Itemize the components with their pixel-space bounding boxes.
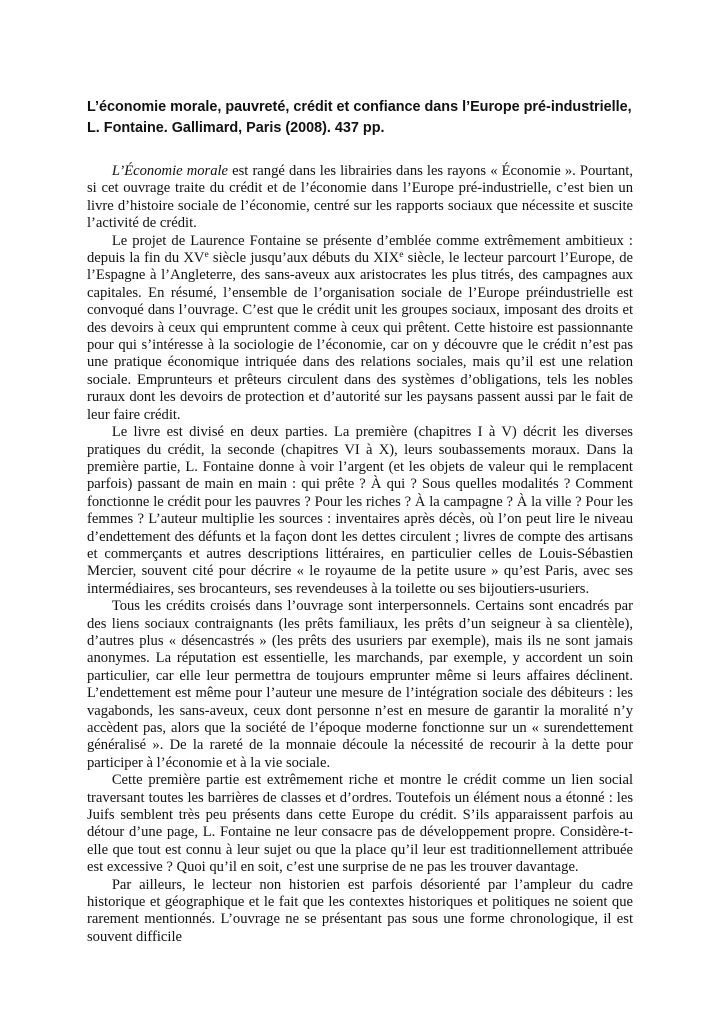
document-page: [87, 97, 633, 946]
paragraph-3: Le livre est divisé en deux parties. La première (chapitres I à V) décrit les diverses pratiques du crédit, la seconde (chapitres VI à X), leurs soubassements moraux. Dans la première partie, L. Fontaine donne à voir l’argent (et les objets de valeur qui le remplacent parfois) passant de main en main : qui prête ? À qui ? Sous quelles modalités ? Comment fonctionne le crédit pour les pauvres ? Pour les riches ? À la campagne ? À la ville ? Pour les femmes ? L’auteur multiplie les sources : inventaires après décès, où l’on peut lire le niveau d’endettement des défunts et la façon dont les dettes circulent ; livres de compte des artisans et commerçants et autres descriptions littéraires, en particulier celles de Louis-Sébastien Mercier, souvent cité pour décrire « le royaume de la petite usure » qu’est Paris, avec ses intermédiaires, ses brocanteurs, ses revendeuses à la toilette ou ses bijoutiers-usuriers.: [87, 424, 633, 597]
century-superscript: e: [204, 250, 209, 261]
paragraph-6: Par ailleurs, le lecteur non historien est parfois désorienté par l’ampleur du cadre historique et géographique et le fait que les contextes historiques et politiques ne soient que rarement mentionnés. L’ouvrage ne se présentant pas sous une forme chronologique, il est souvent difficile: [87, 876, 633, 945]
paragraph-2-text-a: Le projet de Laurence Fontaine se présente d’emblée comme extrêmement ambitieux : depuis la fin du XV: [87, 232, 633, 267]
book-title: L’Économie morale: [111, 163, 229, 179]
paragraph-2-text-b: siècle jusqu’aux débuts du XIX: [208, 250, 400, 267]
paragraph-2-text-c: siècle, le lecteur parcourt l’Europe, de l’Espagne à l’Angleterre, des sans-aveux aux aristocrates les plus titrés, des campagnes aux capitales. En résumé, l’ensemble de l’organisation sociale de l’Europe préindustrielle est convoqué dans l’ouvrage. C’est que le crédit unit les groupes sociaux, imposant des droits et des devoirs à ceux qui empruntent comme à ceux qui prêtent. Cette histoire est passionnante pour qui s’intéresse à la sociologie de l’économie, car on y découvre que le crédit n’est pas une pratique économique intriquée dans des relations sociales, mais qu’il est une relation sociale. Emprunteurs et prêteurs circulent dans des systèmes d’obligations, tels les nobles ruraux dont les devoirs de protection et d’autorité sur les paysans passent aussi par le fait de leur faire crédit.: [87, 250, 634, 423]
review-title-line-2: L. Fontaine. Gallimard, Paris (2008). 437 pp.: [87, 120, 385, 136]
century-superscript: e: [399, 250, 404, 261]
paragraph-1: [87, 163, 633, 233]
review-title: [87, 97, 633, 139]
paragraph-2: [87, 233, 633, 424]
paragraph-5: Cette première partie est extrêmement riche et montre le crédit comme un lien social traversant toutes les barrières de classes et d’ordres. Toutefois un élément nous a étonné : les Juifs semblent très peu présents dans cette Europe du crédit. S’ils apparaissent parfois au détour d’une page, L. Fontaine ne leur consacre pas de développement propre. Considère-t-elle que tout est connu à leur sujet ou que la place qu’il leur est traditionnellement attribuée est excessive ? Quoi qu’il en soit, c’est une surprise de ne pas les trouver davantage.: [87, 772, 633, 876]
paragraph-1-text: est rangé dans les librairies dans les rayons « Économie ». Pourtant, si cet ouvrage traite du crédit et de l’économie dans l’Europe pré-industrielle, c’est bien un livre d’histoire sociale de l’économie, centré sur les rapports sociaux que nécessite et suscite l’activité de crédit.: [87, 163, 633, 232]
review-title-line-1: L’économie morale, pauvreté, crédit et confiance dans l’Europe pré-industrielle,: [87, 99, 632, 115]
paragraph-4: Tous les crédits croisés dans l’ouvrage sont interpersonnels. Certains sont encadrés par des liens sociaux contraignants (les prêts familiaux, les prêts d’un seigneur à sa clientèle), d’autres plus « désencastrés » (les prêts des usuriers par exemple), mais ils ne sont jamais anonymes. La réputation est essentielle, les marchands, par exemple, y accordent un soin particulier, car elle leur permettra de toujours emprunter même si leurs affaires déclinent. L’endettement est même pour l’auteur une mesure de l’intégration sociale des débiteurs : les vagabonds, les sans-aveux, ceux dont personne n’est en mesure de garantir la moralité n’y accèdent pas, alors que la société de l’époque moderne fonctionne sur un « surendettement généralisé ». De la rareté de la monnaie découle la nécessité de recourir à la dette pour participer à l’économie et à la vie sociale.: [87, 598, 633, 771]
